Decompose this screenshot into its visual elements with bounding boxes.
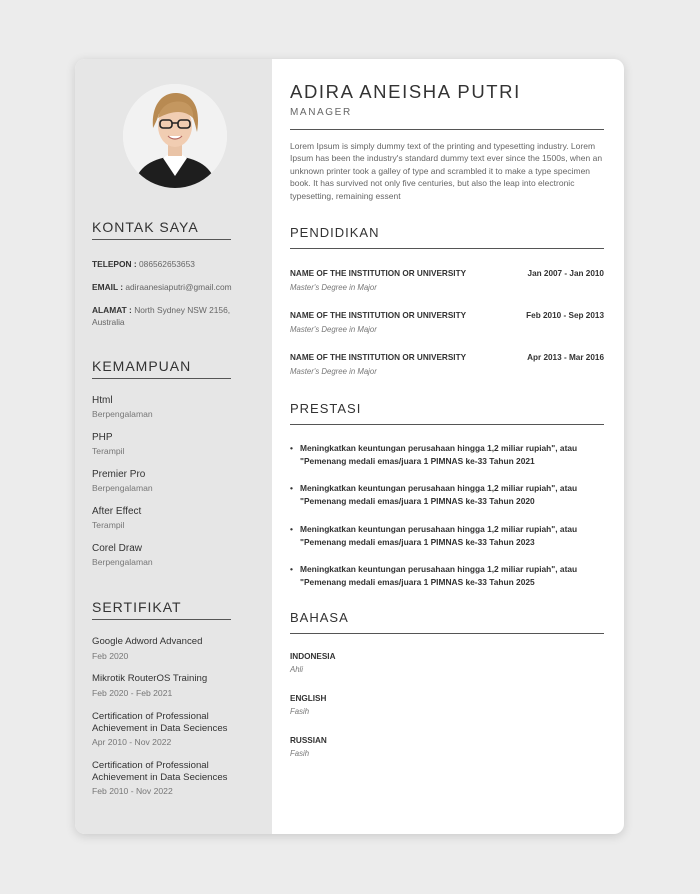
person-role: MANAGER <box>290 107 352 118</box>
contact-email <box>92 281 242 293</box>
certificate-date: Apr 2010 - Nov 2022 <box>92 737 172 747</box>
divider <box>290 129 604 130</box>
avatar-icon <box>123 84 227 188</box>
language-name: RUSSIAN <box>290 736 327 745</box>
certificate-date: Feb 2020 <box>92 650 129 661</box>
skill-item <box>92 395 153 419</box>
skill-name: After Effect <box>92 506 142 517</box>
education-item <box>290 353 604 376</box>
language-name: INDONESIA <box>290 652 336 661</box>
language-level: Fasih <box>290 707 310 716</box>
contact-title: KONTAK SAYA <box>92 219 231 240</box>
bullet-icon: • <box>290 443 293 453</box>
certificate-item <box>92 636 242 661</box>
certificate-date: Feb 2020 - Feb 2021 <box>92 687 173 698</box>
skill-name: PHP <box>92 432 113 443</box>
certificate-name: Certification of Professional Achievement in Data Seciences <box>92 760 228 783</box>
certificate-name: Google Adword Advanced <box>92 636 203 647</box>
skill-item <box>92 543 153 567</box>
skill-item <box>92 469 153 493</box>
achievement-text: Meningkatkan keuntungan perusahaan hingga 1,2 miliar rupiah", atau "Pemenang medali emas/juara 1 PIMNAS ke-33 Tahun 2025 <box>300 564 578 587</box>
certificate-date: Feb 2010 - Nov 2022 <box>92 786 173 796</box>
certificates-title: SERTIFIKAT <box>92 599 231 620</box>
degree: Master's Degree in Major <box>290 283 377 292</box>
skill-name: Corel Draw <box>92 543 143 554</box>
phone-value: 086562653653 <box>139 259 195 269</box>
education-item <box>290 311 604 334</box>
email-label: EMAIL : <box>92 282 124 292</box>
degree: Master's Degree in Major <box>290 325 377 334</box>
divider <box>290 633 604 634</box>
achievement-item <box>290 563 604 588</box>
profile-photo <box>123 84 227 188</box>
achievement-text: Meningkatkan keuntungan perusahaan hingga 1,2 miliar rupiah", atau "Pemenang medali emas/juara 1 PIMNAS ke-33 Tahun 2020 <box>300 483 578 506</box>
divider <box>290 424 604 425</box>
sidebar <box>75 59 272 834</box>
bullet-icon: • <box>290 564 293 574</box>
achievement-text: Meningkatkan keuntungan perusahaan hingga 1,2 miliar rupiah", atau "Pemenang medali emas/juara 1 PIMNAS ke-33 Tahun 2021 <box>300 443 578 466</box>
skill-level: Berpengalaman <box>92 557 153 567</box>
achievement-item <box>290 442 604 467</box>
skill-item <box>92 506 141 530</box>
language-level: Fasih <box>290 749 310 758</box>
bullet-icon: • <box>290 483 293 493</box>
skill-level: Berpengalaman <box>92 483 153 493</box>
phone-label: TELEPON : <box>92 259 137 269</box>
address-label: ALAMAT : <box>92 305 132 315</box>
languages-title: BAHASA <box>290 610 349 625</box>
education-period: Feb 2010 - Sep 2013 <box>526 311 604 320</box>
resume-card <box>75 59 624 834</box>
divider <box>290 248 604 249</box>
achievements-title: PRESTASI <box>290 401 362 416</box>
contact-phone <box>92 258 242 270</box>
degree: Master's Degree in Major <box>290 367 377 376</box>
achievement-text: Meningkatkan keuntungan perusahaan hingga 1,2 miliar rupiah", atau "Pemenang medali emas/juara 1 PIMNAS ke-33 Tahun 2023 <box>300 524 578 547</box>
skill-name: Premier Pro <box>92 469 146 480</box>
education-period: Jan 2007 - Jan 2010 <box>527 269 604 278</box>
skill-name: Html <box>92 395 113 406</box>
education-period: Apr 2013 - Mar 2016 <box>527 353 604 362</box>
achievement-item <box>290 523 604 548</box>
language-level: Ahli <box>290 665 304 674</box>
certificate-name: Mikrotik RouterOS Training <box>92 673 208 684</box>
language-item <box>290 736 327 758</box>
institution-name: NAME OF THE INSTITUTION OR UNIVERSITY <box>290 311 467 320</box>
achievement-item <box>290 482 604 507</box>
skill-level: Terampil <box>92 520 125 530</box>
email-value: adiraanesiaputri@gmail.com <box>125 282 232 292</box>
language-item <box>290 652 336 674</box>
education-item <box>290 269 604 292</box>
language-name: ENGLISH <box>290 694 327 703</box>
person-name: ADIRA ANEISHA PUTRI <box>290 81 521 102</box>
skill-level: Terampil <box>92 446 125 456</box>
intro-text: Lorem Ipsum is simply dummy text of the printing and typesetting industry. Lorem Ipsum has been the industry's standard dummy text ever since the 1500s, when an unknown printer took a galley of type and scrambled it to make a type specimen book. It has survived not only five centuries, but also the leap into electronic typesetting, remaining essent <box>290 141 603 201</box>
education-title: PENDIDIKAN <box>290 225 380 240</box>
language-item <box>290 694 326 716</box>
bullet-icon: • <box>290 524 293 534</box>
certificate-item <box>92 711 242 747</box>
certificate-name: Certification of Professional Achievement in Data Seciences <box>92 711 228 734</box>
skill-item <box>92 432 124 456</box>
skill-level: Berpengalaman <box>92 409 153 419</box>
institution-name: NAME OF THE INSTITUTION OR UNIVERSITY <box>290 353 467 362</box>
certificate-item <box>92 760 242 796</box>
certificate-item <box>92 673 242 698</box>
institution-name: NAME OF THE INSTITUTION OR UNIVERSITY <box>290 269 467 278</box>
address-value: North Sydney NSW 2156, Australia <box>92 305 231 327</box>
contact-address <box>92 304 242 328</box>
skills-title: KEMAMPUAN <box>92 358 231 379</box>
